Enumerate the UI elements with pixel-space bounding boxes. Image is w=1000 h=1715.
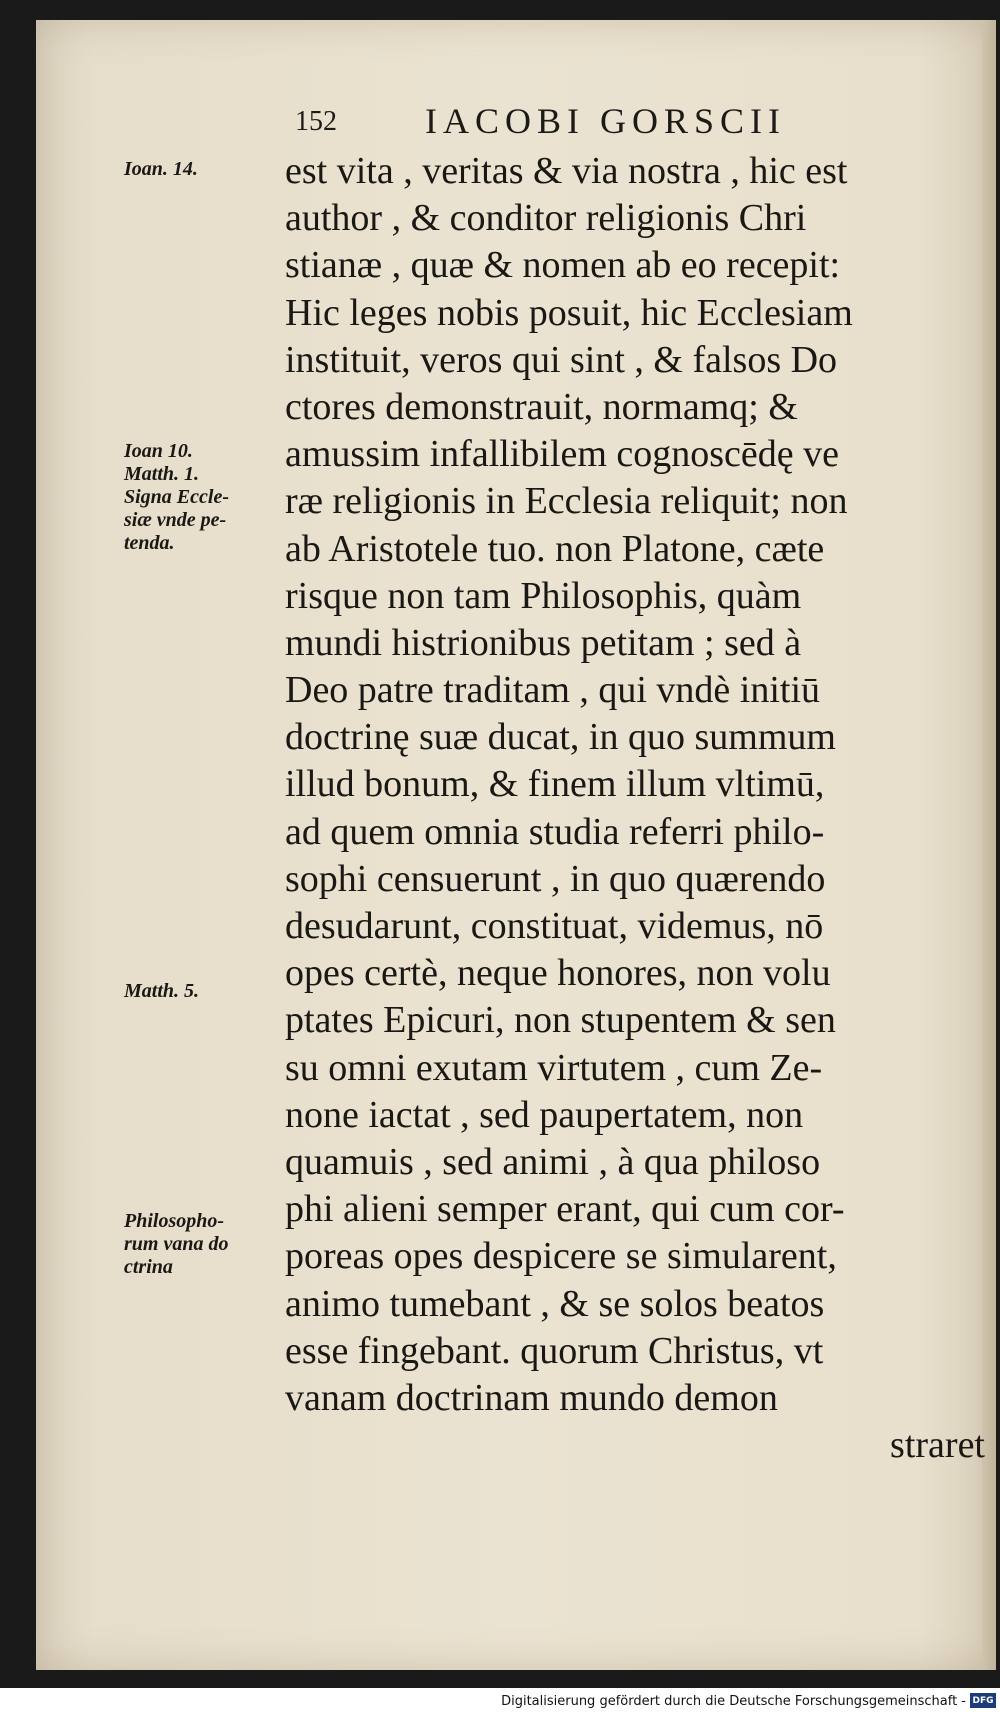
text-line: Hic leges nobis posuit, hic Ecclesiam — [285, 291, 853, 334]
margin-note-line: Ioan. 14. — [124, 158, 198, 180]
text-line: est vita , veritas & via nostra , hic est — [285, 150, 848, 192]
margin-note-line: rum vana do — [124, 1233, 229, 1255]
text-line: animo tumebant , & se solos beatos — [285, 1282, 825, 1325]
text-line: ptates Epicuri, non stupentem & sen — [285, 999, 836, 1042]
text-line: ad quem omnia studia referri philo- — [285, 810, 825, 853]
text-line: ræ religionis in Ecclesia reliquit; non — [285, 480, 848, 523]
text-line: opes certè, neque honores, non volu — [285, 952, 831, 995]
page-number: 152 — [295, 106, 337, 137]
text-line: stianæ , quæ & nomen ab eo recepit: — [285, 244, 841, 287]
text-line: ctores demonstrauit, normamq; & — [285, 385, 798, 428]
text-line: su omni exutam virtutem , cum Ze- — [285, 1046, 823, 1089]
margin-note-line: siæ vnde pe- — [124, 509, 227, 531]
margin-note-line: Signa Eccle- — [124, 486, 229, 508]
dfg-logo: DFG — [970, 1693, 996, 1708]
text-line: mundi histrionibus petitam ; sed à — [285, 621, 802, 664]
text-line: vanam doctrinam mundo demon — [285, 1376, 778, 1419]
text-line: quamuis , sed animi , à qua philoso — [285, 1140, 821, 1183]
text-line: amussim infallibilem cognoscēdę ve — [285, 433, 840, 476]
text-line: ab Aristotele tuo. non Platone, cæte — [285, 527, 825, 570]
text-line: author , & conditor religionis Chri — [285, 197, 807, 240]
funding-credit: Digitalisierung gefördert durch die Deutsche Forschungsgemeinschaft - — [501, 1694, 966, 1709]
margin-note-philosophorum — [124, 1210, 284, 1279]
running-title: IACOBI GORSCII — [425, 101, 787, 141]
text-line: risque non tam Philosophis, quàm — [285, 574, 802, 617]
margin-note-line: Matth. 1. — [124, 463, 200, 485]
text-line: sophi censuerunt , in quo quærendo — [285, 857, 826, 900]
text-line: none iactat , sed paupertatem, non — [285, 1093, 804, 1136]
margin-note-line: Philosopho- — [124, 1210, 225, 1232]
text-line: phi alieni semper erant, qui cum cor- — [285, 1188, 845, 1231]
margin-note-signa-ecclesiae — [124, 440, 284, 555]
text-line: illud bonum, & finem illum vltimū, — [285, 763, 825, 806]
margin-note-line: tenda. — [124, 532, 175, 554]
text-line: instituit, veros qui sint , & falsos Do — [285, 338, 838, 381]
digitization-footer — [0, 1688, 1000, 1715]
margin-note-ioan-14 — [124, 158, 284, 181]
text-line: desudarunt, constituat, videmus, nō — [285, 905, 824, 947]
text-line: esse fingebant. quorum Christus, vt — [285, 1329, 824, 1372]
margin-note-line: ctrina — [124, 1256, 173, 1278]
catchword: straret — [890, 1424, 985, 1467]
text-line: Deo patre traditam , qui vndè initiū — [285, 669, 821, 712]
margin-note-line: Ioan 10. — [124, 440, 193, 462]
text-line: poreas opes despicere se simularent, — [285, 1235, 837, 1278]
margin-note-line: Matth. 5. — [124, 980, 200, 1002]
margin-note-matth-5 — [124, 980, 284, 1003]
body-text — [285, 148, 985, 1469]
text-line: doctrinę suæ ducat, in quo summum — [285, 716, 836, 759]
